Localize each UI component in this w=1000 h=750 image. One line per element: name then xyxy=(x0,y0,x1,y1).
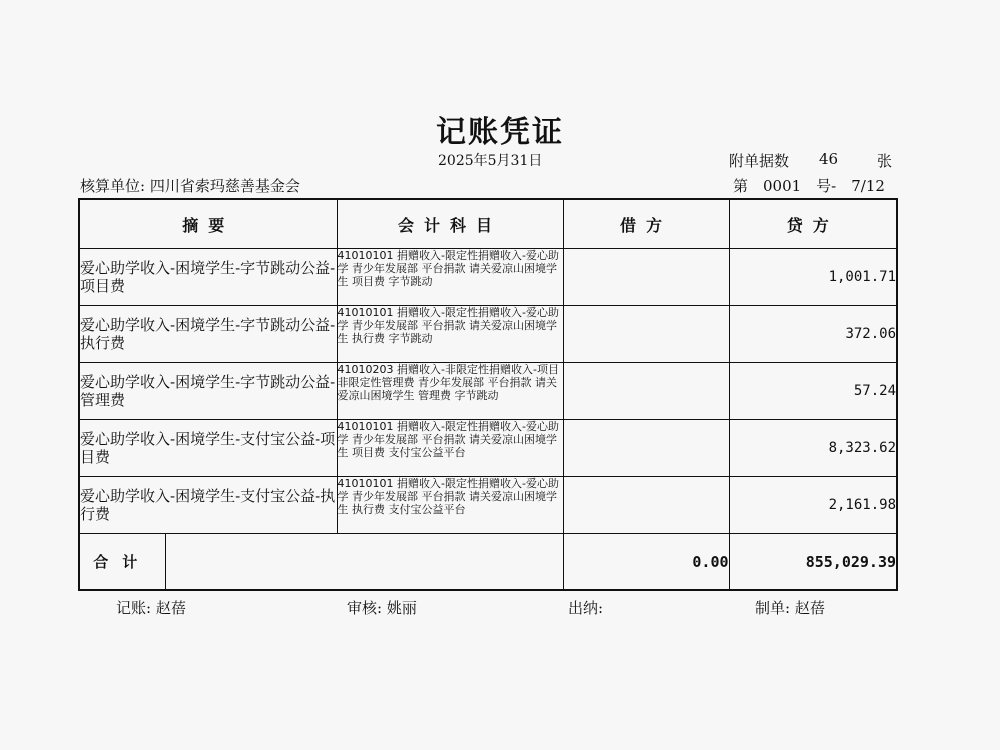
row-debit xyxy=(563,306,729,363)
total-debit: 0.00 xyxy=(563,534,729,590)
total-credit: 855,029.39 xyxy=(729,534,897,590)
row-summary: 爱心助学收入-困境学生-支付宝公益-项目费 xyxy=(79,420,337,477)
voucher-title: 记账凭证 xyxy=(436,115,564,150)
row-credit: 372.06 xyxy=(729,306,897,363)
table-row xyxy=(79,249,897,306)
table-row xyxy=(79,477,897,534)
row-account: 41010101 捐赠收入-限定性捐赠收入-爱心助学 青少年发展部 平台捐款 请关爱凉山困境学生 执行费 支付宝公益平台 xyxy=(337,477,563,534)
attachments-count: 46 xyxy=(819,150,839,168)
table-row xyxy=(79,363,897,420)
voucher-table xyxy=(78,198,898,591)
attachments-label: 附单据数 xyxy=(729,152,790,170)
table-header-row xyxy=(79,199,897,249)
table-row xyxy=(79,420,897,477)
row-summary: 爱心助学收入-困境学生-支付宝公益-执行费 xyxy=(79,477,337,534)
row-summary: 爱心助学收入-困境学生-字节跳动公益-执行费 xyxy=(79,306,337,363)
row-account: 41010203 捐赠收入-非限定性捐赠收入-项目非限定性管理费 青少年发展部 平台捐款 请关爱凉山困境学生 管理费 字节跳动 xyxy=(337,363,563,420)
row-account: 41010101 捐赠收入-限定性捐赠收入-爱心助学 青少年发展部 平台捐款 请关爱凉山困境学生 执行费 字节跳动 xyxy=(337,306,563,363)
total-row xyxy=(79,534,897,590)
unit-name: 四川省索玛慈善基金会 xyxy=(149,177,300,195)
row-debit xyxy=(563,420,729,477)
row-summary: 爱心助学收入-困境学生-字节跳动公益-项目费 xyxy=(79,249,337,306)
header-account: 会计科目 xyxy=(337,199,563,249)
header-credit: 贷方 xyxy=(729,199,897,249)
total-label: 合计 xyxy=(79,534,165,590)
footer-reviewer: 审核: 姚丽 xyxy=(347,599,417,617)
footer-preparer: 制单: 赵蓓 xyxy=(755,599,825,617)
header-debit: 借方 xyxy=(563,199,729,249)
row-account: 41010101 捐赠收入-限定性捐赠收入-爱心助学 青少年发展部 平台捐款 请关爱凉山困境学生 项目费 字节跳动 xyxy=(337,249,563,306)
row-debit xyxy=(563,249,729,306)
accounting-unit xyxy=(80,175,300,196)
row-debit xyxy=(563,363,729,420)
footer-bookkeeper: 记账: 赵蓓 xyxy=(116,599,186,617)
footer-cashier: 出纳: xyxy=(568,599,604,617)
row-credit: 1,001.71 xyxy=(729,249,897,306)
row-account: 41010101 捐赠收入-限定性捐赠收入-爱心助学 青少年发展部 平台捐款 请关爱凉山困境学生 项目费 支付宝公益平台 xyxy=(337,420,563,477)
table-row xyxy=(79,306,897,363)
row-credit: 2,161.98 xyxy=(729,477,897,534)
row-debit xyxy=(563,477,729,534)
attachments-info xyxy=(729,150,893,171)
voucher-number: 第 0001 号- 7/12 xyxy=(733,177,885,195)
row-summary: 爱心助学收入-困境学生-字节跳动公益-管理费 xyxy=(79,363,337,420)
row-credit: 57.24 xyxy=(729,363,897,420)
total-blank xyxy=(165,534,563,590)
header-summary: 摘要 xyxy=(79,199,337,249)
row-credit: 8,323.62 xyxy=(729,420,897,477)
unit-label: 核算单位: xyxy=(80,177,146,195)
voucher-date: 2025年5月31日 xyxy=(438,153,543,169)
attachments-unit: 张 xyxy=(877,152,893,170)
